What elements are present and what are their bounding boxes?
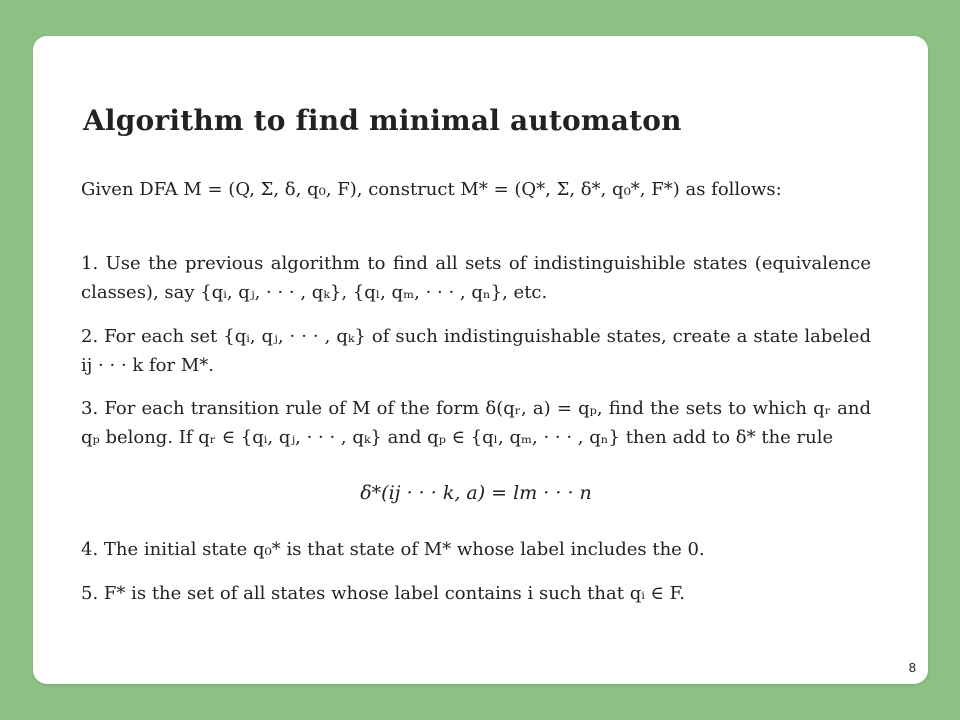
slide-card <box>33 36 928 684</box>
step-3-rule-equation: δ*(ij · · · k, a) = lm · · · n <box>360 482 592 504</box>
step-5-paragraph: 5. F* is the set of all states whose label contains i such that qᵢ ∈ F. <box>81 583 686 604</box>
step-1-paragraph: 1. Use the previous algorithm to find all sets of indistinguishible states (equivalence classes), say {qᵢ, qⱼ, · · · , qₖ}, {qₗ, qₘ, · · · , qₙ}, etc. <box>81 253 871 303</box>
slide-title: Algorithm to find minimal automaton <box>83 104 682 137</box>
step-4-paragraph: 4. The initial state q₀* is that state of M* whose label includes the 0. <box>81 539 705 560</box>
intro-paragraph: Given DFA M = (Q, Σ, δ, q₀, F), construct M* = (Q*, Σ, δ*, q₀*, F*) as follows: <box>81 179 782 200</box>
step-3-paragraph: 3. For each transition rule of M of the form δ(qᵣ, a) = qₚ, find the sets to which qᵣ and qₚ belong. If qᵣ ∈ {qᵢ, qⱼ, · · · , qₖ} and qₚ ∈ {qₗ, qₘ, · · · , qₙ} then add to δ* the rule <box>81 398 871 448</box>
page-number: 8 <box>908 660 916 675</box>
step-2-paragraph: 2. For each set {qᵢ, qⱼ, · · · , qₖ} of such indistinguishable states, create a state labeled ij · · · k for M*. <box>81 326 871 376</box>
